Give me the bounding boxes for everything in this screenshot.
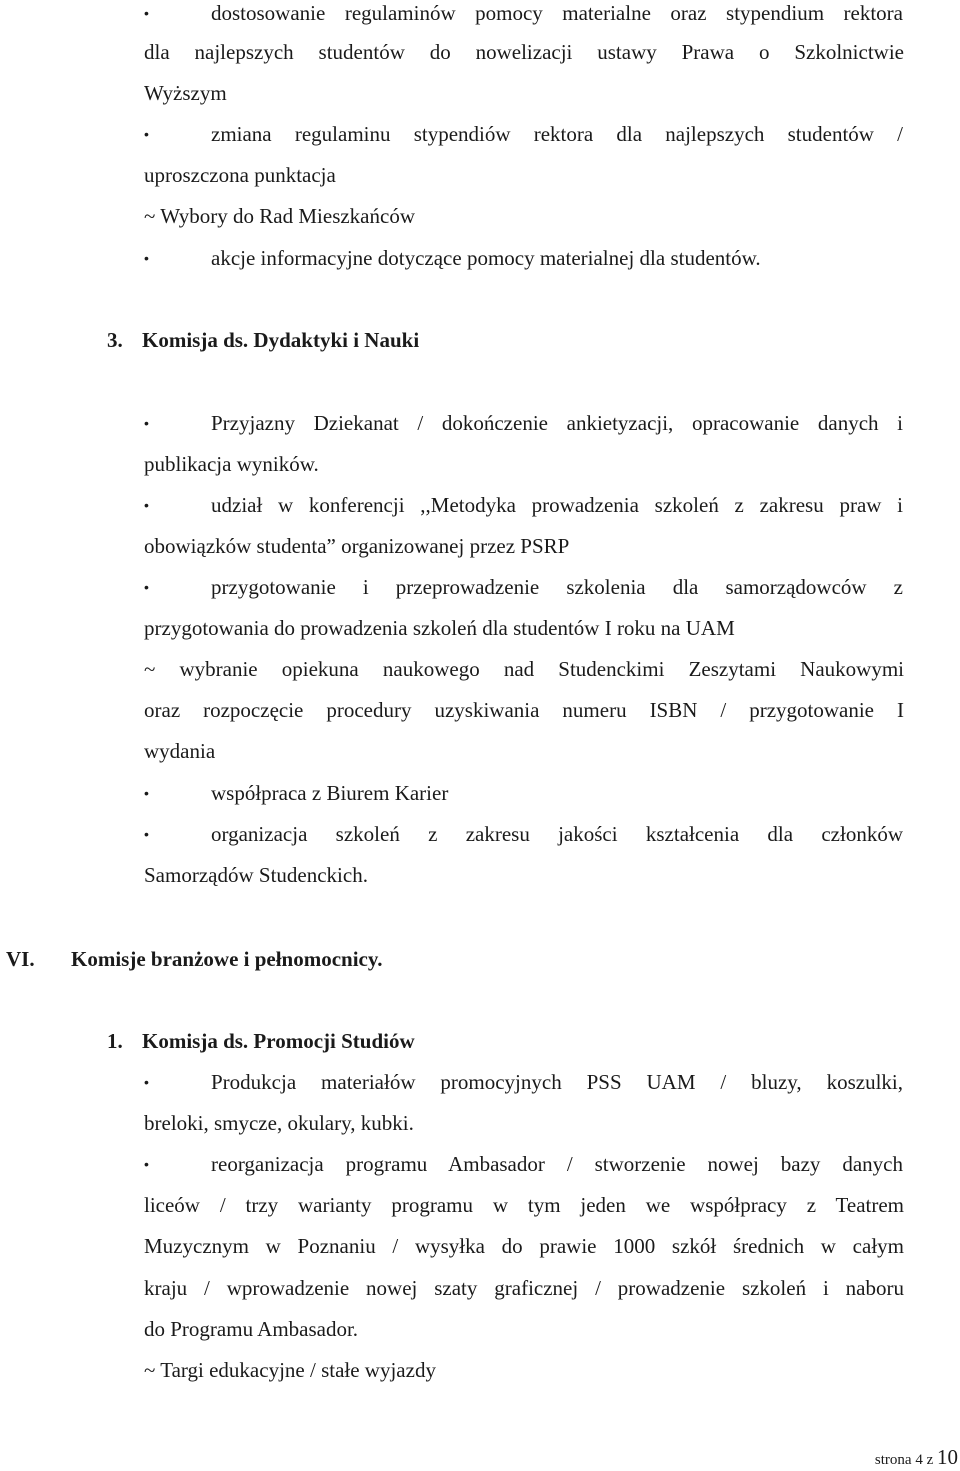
bullet-marker: • bbox=[144, 497, 149, 513]
text-line: Wyższym bbox=[144, 81, 227, 105]
text-line: publikacja wyników. bbox=[144, 452, 319, 476]
text-line: organizacja szkoleń z zakresu jakości kształcenia dla członków bbox=[211, 822, 903, 846]
text-line: przygotowanie i przeprowadzenie szkolenia dla samorządowców z bbox=[211, 575, 903, 599]
text-line: oraz rozpoczęcie procedury uzyskiwania numeru ISBN / przygotowanie I bbox=[144, 698, 904, 722]
text-line: ~ wybranie opiekuna naukowego nad Studenckimi Zeszytami Naukowymi bbox=[144, 657, 904, 681]
section-number: VI. bbox=[6, 947, 35, 971]
page-footer bbox=[875, 1446, 960, 1471]
bullet-marker: • bbox=[144, 579, 149, 595]
text-line: liceów / trzy warianty programu w tym jeden we współpracy z Teatrem bbox=[144, 1193, 904, 1217]
text-line: udział w konferencji ,,Metodyka prowadzenia szkoleń z zakresu praw i bbox=[211, 493, 903, 517]
section-number: 1. bbox=[107, 1029, 123, 1053]
bullet-marker: • bbox=[144, 415, 149, 431]
text-line: przygotowania do prowadzenia szkoleń dla studentów I roku na UAM bbox=[144, 616, 735, 640]
text-line: Produkcja materiałów promocyjnych PSS UAM / bluzy, koszulki, bbox=[211, 1070, 903, 1094]
bullet-marker: • bbox=[144, 5, 149, 21]
text-line: wydania bbox=[144, 739, 216, 763]
section-number: 3. bbox=[107, 328, 123, 352]
text-line: Samorządów Studenckich. bbox=[144, 863, 368, 887]
text-line: ~ Targi edukacyjne / stałe wyjazdy bbox=[144, 1358, 436, 1382]
text-line: ~ Wybory do Rad Mieszkańców bbox=[144, 204, 415, 228]
page-total: 10 bbox=[937, 1445, 958, 1469]
page-number-label: strona 4 z bbox=[874, 1452, 934, 1468]
text-line: breloki, smycze, okulary, kubki. bbox=[144, 1111, 414, 1135]
bullet-marker: • bbox=[144, 1156, 149, 1172]
text-line: akcje informacyjne dotyczące pomocy materialnej dla studentów. bbox=[211, 246, 761, 270]
section-heading: Komisja ds. Promocji Studiów bbox=[142, 1029, 415, 1053]
text-line: kraju / wprowadzenie nowej szaty graficznej / prowadzenie szkoleń i naboru bbox=[144, 1276, 904, 1300]
bullet-marker: • bbox=[144, 250, 149, 266]
bullet-marker: • bbox=[144, 785, 149, 801]
text-line: obowiązków studenta” organizowanej przez PSRP bbox=[144, 534, 570, 558]
text-line: Przyjazny Dziekanat / dokończenie ankietyzacji, opracowanie danych i bbox=[211, 411, 903, 435]
section-heading: Komisja ds. Dydaktyki i Nauki bbox=[142, 328, 420, 352]
bullet-marker: • bbox=[144, 826, 149, 842]
text-line: dla najlepszych studentów do nowelizacji ustawy Prawa o Szkolnictwie bbox=[144, 40, 904, 64]
text-line: do Programu Ambasador. bbox=[144, 1317, 359, 1341]
text-line: reorganizacja programu Ambasador / stworzenie nowej bazy danych bbox=[211, 1152, 903, 1176]
text-line: zmiana regulaminu stypendiów rektora dla najlepszych studentów / bbox=[211, 122, 903, 146]
section-heading: Komisje branżowe i pełnomocnicy. bbox=[71, 947, 383, 971]
text-line: Muzycznym w Poznaniu / wysyłka do prawie 1000 szkół średnich w całym bbox=[144, 1234, 904, 1258]
text-line: współpraca z Biurem Karier bbox=[211, 781, 449, 805]
bullet-marker: • bbox=[144, 126, 149, 142]
bullet-marker: • bbox=[144, 1074, 149, 1090]
text-line: dostosowanie regulaminów pomocy materialne oraz stypendium rektora bbox=[211, 1, 903, 25]
text-line: uproszczona punktacja bbox=[144, 163, 336, 187]
